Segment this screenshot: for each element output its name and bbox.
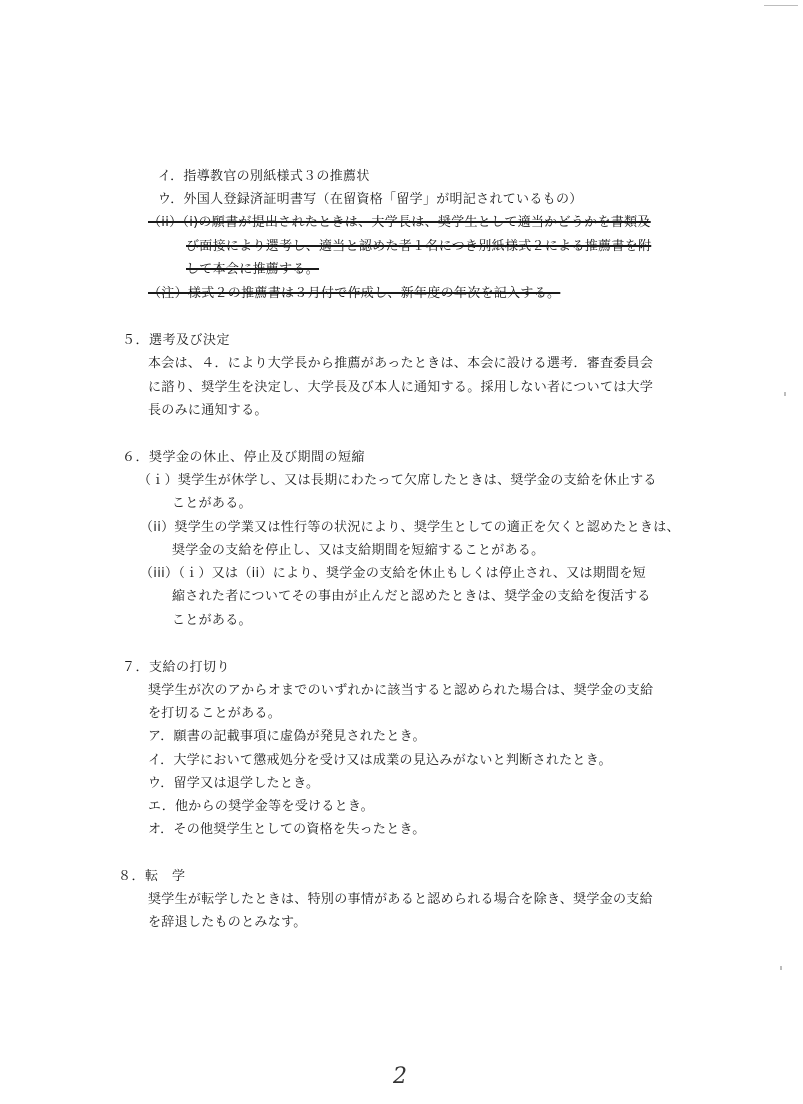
clause-iii-line3: ことがある。 — [172, 613, 252, 628]
clause-i-line1: （ｉ）奨学生が休学し、又は長期にわたって欠席したときは、奨学金の支給を休止する — [138, 473, 657, 488]
section6-heading: ６．奨学金の休止、停止及び期間の短縮 — [122, 450, 366, 465]
item-e-other-scholarship: エ．他からの奨学金等を受けるとき。 — [148, 799, 374, 814]
section5-line: 長のみに通知する。 — [148, 403, 268, 418]
clause-ii-line2: 奨学金の支給を停止し、又は支給期間を短縮することがある。 — [172, 543, 545, 558]
item-u-registration-certificate: ウ．外国人登録済証明書写（在留資格「留学」が明記されているもの） — [158, 192, 583, 207]
item-u-study-abroad-withdrawal: ウ．留学又は退学したとき。 — [148, 776, 320, 791]
struck-clause-ii-line1: （ii）（i)の願書が提出されたときは、大学長は、奨学生として適当かどうかを書類及 — [148, 215, 651, 230]
section8-line2: を辞退したものとみなす。 — [148, 915, 307, 930]
scan-speck — [764, 5, 798, 6]
item-i-recommendation-letter: イ．指導教官の別紙様式３の推薦状 — [158, 169, 370, 184]
page-number: 2 — [393, 1064, 407, 1089]
struck-clause-ii-line3: して本会に推薦する。 — [186, 262, 320, 277]
clause-iii-line1: （iii）（ｉ）又は（ii）により、奨学金の支給を休止もしくは停止され、又は期間を短 — [140, 566, 646, 581]
scan-speck — [780, 966, 782, 970]
section8-heading: ８．転 学 — [118, 869, 186, 884]
scan-speck — [784, 392, 786, 396]
clause-ii-line1: （ii）奨学生の学業又は性行等の状況により、奨学生としての適正を欠くと認めたときは、 — [140, 520, 680, 535]
section7-intro-line1: 奨学生が次のアからオまでのいずれかに該当すると認められた場合は、奨学金の支給 — [148, 683, 654, 698]
item-a-false-application: ア．願書の記載事項に虚偽が発見されたとき。 — [148, 729, 426, 744]
section5-heading: ５．選考及び決定 — [122, 333, 231, 348]
section7-intro-line2: を打切ることがある。 — [148, 706, 282, 721]
struck-clause-ii-line2: び面接により選考し、適当と認めた者１名につき別紙様式２による推薦書を附 — [186, 239, 652, 254]
section5-line: 本会は、４．により大学長から推薦があったときは、本会に設ける選考．審査委員会 — [148, 356, 654, 371]
item-i-disciplinary-action: イ．大学において懲戒処分を受け又は成業の見込みがないと判断されたとき。 — [148, 753, 612, 768]
clause-iii-line2: 縮された者についてその事由が止んだと認めたときは、奨学金の支給を復活する — [172, 589, 651, 604]
section7-heading: ７．支給の打切り — [122, 660, 231, 675]
clause-i-line2: ことがある。 — [172, 496, 252, 511]
section8-line1: 奨学生が転学したときは、特別の事情があると認められる場合を除き、奨学金の支給 — [148, 892, 653, 907]
struck-note: （注）様式２の推薦書は３月付で作成し、新年度の年次を記入する。 — [148, 286, 561, 301]
item-o-loss-of-eligibility: オ．その他奨学生としての資格を失ったとき。 — [148, 822, 426, 837]
section5-line: に諮り、奨学生を決定し、大学長及び本人に通知する。採用しない者については大学 — [148, 380, 654, 395]
